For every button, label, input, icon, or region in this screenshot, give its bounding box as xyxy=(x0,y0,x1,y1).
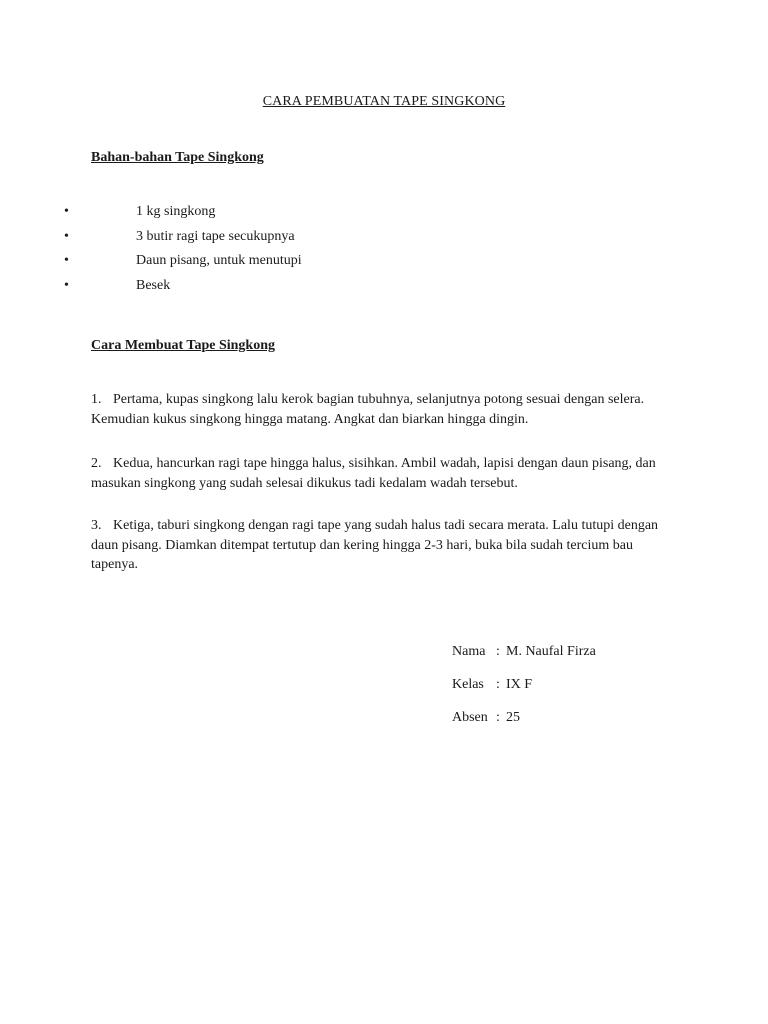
step-number: 1. xyxy=(91,392,102,407)
identity-row-nama xyxy=(452,642,596,675)
step-paragraph xyxy=(91,390,681,429)
identity-label: Kelas xyxy=(452,677,484,692)
step-text: Kedua, hancurkan ragi tape hingga halus, sisihkan. Ambil wadah, lapisi dengan daun pisang, dan masukan singkong yang sudah selesai dikukus tadi kedalam wadah tersebut. xyxy=(91,456,656,491)
step-paragraph xyxy=(91,454,681,493)
steps-heading: Cara Membuat Tape Singkong xyxy=(91,338,275,353)
identity-label: Absen xyxy=(452,710,488,725)
document-title: CARA PEMBUATAN TAPE SINGKONG xyxy=(262,94,506,109)
bullet-icon: • xyxy=(64,204,69,219)
identity-value: 25 xyxy=(506,710,520,725)
step-number: 3. xyxy=(91,518,102,533)
identity-row-absen xyxy=(452,708,596,741)
step-paragraph xyxy=(91,516,681,575)
identity-separator: : xyxy=(496,710,500,725)
ingredient-text: Besek xyxy=(136,277,171,293)
identity-separator: : xyxy=(496,677,500,692)
step-2 xyxy=(91,454,681,493)
identity-value: M. Naufal Firza xyxy=(506,644,596,659)
step-1 xyxy=(91,390,681,429)
bullet-icon: • xyxy=(64,277,69,293)
identity-separator: : xyxy=(496,644,500,659)
step-3 xyxy=(91,516,681,575)
identity-value: IX F xyxy=(506,677,533,692)
step-number: 2. xyxy=(91,456,102,471)
identity-row-kelas xyxy=(452,675,596,708)
step-text: Pertama, kupas singkong lalu kerok bagian tubuhnya, selanjutnya potong sesuai dengan selera. Kemudian kukus singkong hingga matang. Angkat dan biarkan hingga dingin. xyxy=(91,392,645,427)
ingredients-heading: Bahan-bahan Tape Singkong xyxy=(91,150,264,165)
bullet-icon: • xyxy=(64,228,69,244)
identity-label: Nama xyxy=(452,644,486,659)
ingredient-text: 3 butir ragi tape secukupnya xyxy=(136,228,295,244)
ingredient-text: Daun pisang, untuk menutupi xyxy=(136,253,302,268)
bullet-icon: • xyxy=(64,253,69,268)
ingredient-text: 1 kg singkong xyxy=(136,204,216,219)
student-identity xyxy=(452,642,596,741)
step-text: Ketiga, taburi singkong dengan ragi tape yang sudah halus tadi secara merata. Lalu tutupi dengan daun pisang. Diamkan ditempat tertutup dan kering hingga 2-3 hari, buka bila sudah tercium bau tapenya. xyxy=(91,518,659,572)
